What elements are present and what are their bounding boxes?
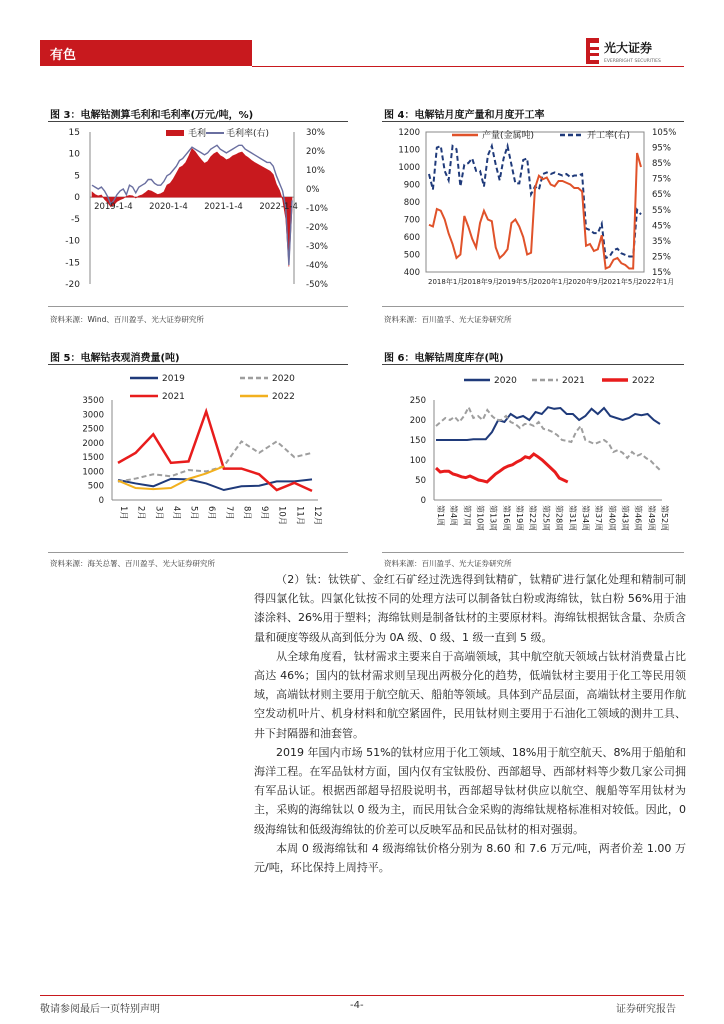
fig5-ytick: 3500	[82, 396, 104, 406]
fig6-ytick: 250	[409, 396, 426, 406]
fig6-xtick: 第49周	[646, 505, 656, 532]
fig5-ytick: 3000	[82, 410, 104, 421]
fig5-ytick: 1500	[82, 453, 104, 464]
fig6-xtick: 第13周	[488, 505, 498, 532]
fig5-xtick: 7月	[223, 506, 234, 520]
header-divider	[252, 66, 684, 67]
fig4-legend-output: 产量(金属吨)	[482, 131, 535, 141]
fig4-bottom-rule	[382, 306, 684, 307]
page-number: -4-	[350, 1000, 364, 1011]
fig6-xtick: 第1周	[436, 505, 445, 527]
fig4-chart	[382, 122, 684, 300]
fig4-ytick-right: 25%	[652, 252, 671, 263]
fig3-xtick: 2019-1-4	[94, 202, 133, 213]
paragraph-1: （2）钛：钛铁矿、金红石矿经过洗选得到钛精矿，钛精矿进行氯化处理和精制可制得四氯化钛。四氯化钛按不同的处理方法可以制备钛白粉或海绵钛，钛白粉 56%用于油漆涂料、26%用于塑料；海绵钛则是制备钛材的主要原材料。海绵钛根据钛含量、杂质含量和硬度等级从高到低分为 0A 级、0 级、1 级一直到 5 级。	[254, 573, 686, 644]
fig6-legend-2021: 2021	[562, 376, 585, 386]
fig3-bottom-rule	[48, 306, 348, 307]
fig6-xtick: 第40周	[607, 505, 617, 532]
fig6-xtick: 第10周	[475, 505, 485, 532]
fig4-series-output	[429, 153, 641, 269]
brand-logo	[584, 36, 684, 66]
fig5-series-2020	[118, 441, 312, 481]
fig5-legend-2019: 2019	[162, 374, 185, 384]
fig6-ytick: 50	[415, 476, 426, 486]
fig4-ytick-right: 35%	[652, 236, 671, 247]
fig4-ytick-left: 400	[403, 268, 420, 278]
fig5-ytick: 2500	[82, 424, 104, 435]
footer-report-type: 证券研究报告	[616, 1004, 676, 1015]
fig5-xtick: 8月	[241, 506, 252, 520]
fig3-ytick-right: -30%	[306, 242, 328, 252]
fig4-ytick-left: 900	[403, 180, 420, 191]
footer-divider	[40, 995, 684, 996]
fig5-xtick: 11月	[294, 506, 305, 526]
fig3-source: 资料来源：Wind、百川盈孚、光大证券研究所	[50, 315, 204, 324]
fig5-legend-2020: 2020	[272, 374, 295, 384]
fig4-xtick: 2019年5月	[498, 278, 535, 286]
fig3-ytick-left: -15	[65, 258, 80, 269]
fig5-xtick: 10月	[276, 506, 287, 526]
fig6-ytick: 200	[409, 416, 426, 426]
fig4-ytick-right: 55%	[652, 205, 671, 216]
logo-mark-icon	[584, 36, 684, 66]
fig5-xtick: 5月	[188, 506, 199, 520]
fig4-title: 图 4：电解钴月度产量和月度开工率	[384, 110, 545, 121]
fig3-ytick-right: 30%	[306, 128, 325, 138]
fig6-xtick: 第28周	[554, 505, 564, 532]
section-label: 有色	[50, 48, 77, 63]
fig4-ytick-left: 700	[403, 215, 420, 226]
fig5-ytick: 0	[98, 496, 104, 506]
fig6-legend-2022: 2022	[632, 376, 655, 386]
fig5-series-2021	[118, 411, 312, 490]
fig6-rule	[382, 364, 684, 365]
fig3-chart	[48, 122, 348, 300]
fig6-title: 图 6：电解钴周度库存(吨)	[384, 353, 504, 364]
fig4-xtick: 2021年5月	[603, 278, 640, 286]
fig6-xtick: 第46周	[633, 505, 643, 532]
fig5-chart	[48, 366, 348, 546]
fig3-ytick-right: -10%	[306, 204, 328, 214]
fig4-xtick: 2018年1月	[428, 278, 465, 286]
fig6-xtick: 第31周	[567, 505, 577, 532]
fig5-legend-2022: 2022	[272, 392, 295, 402]
fig3-ytick-right: 0%	[306, 185, 320, 195]
paragraph-2: 从全球角度看，钛材需求主要来自于高端领域，其中航空航天领域占钛材消费量占比高达 46%；国内的钛材需求则呈现出两极分化的趋势，低端钛材主要用于化工等民用领域，高端钛材则主要用于航空航天、船舶等领域。具体到产品层面，高端钛材主要用作航空发动机叶片、机身材料和航空紧固件，民用钛材则主要用于石油化工领域的测井工具、井下封隔器和油套管。	[254, 649, 686, 740]
logo-cn: 光大证券	[604, 41, 653, 55]
fig6-series-2022	[436, 454, 568, 482]
fig3-legend-margin: 毛利率(右)	[226, 129, 270, 139]
fig6-xtick: 第43周	[620, 505, 630, 532]
fig3-legend-profit-swatch	[166, 130, 184, 136]
fig4-ytick-left: 1100	[398, 145, 420, 156]
fig3-xtick: 2022-1-4	[259, 202, 298, 213]
fig4-ytick-right: 45%	[652, 221, 671, 232]
fig4-xtick: 2018年9月	[463, 278, 500, 286]
fig6-xtick: 第37周	[594, 505, 604, 532]
fig6-xtick: 第19周	[515, 505, 525, 532]
fig3-ytick-right: 10%	[306, 166, 325, 176]
fig6-xtick: 第7周	[462, 505, 472, 527]
fig4-ytick-right: 105%	[652, 128, 677, 138]
fig5-bottom-rule	[48, 552, 348, 553]
fig3-ytick-right: -20%	[306, 223, 328, 233]
fig3-ytick-left: 15	[68, 128, 80, 138]
fig3-title: 图 3：电解钴测算毛利和毛利率(万元/吨，%)	[50, 110, 254, 121]
fig6-ytick: 0	[420, 496, 426, 506]
fig3-legend-profit: 毛利	[188, 129, 207, 139]
fig4-ytick-right: 85%	[652, 159, 671, 170]
fig3-ytick-left: 0	[74, 193, 80, 204]
footer-disclaimer: 敬请参阅最后一页特别声明	[40, 1004, 160, 1015]
paragraph-4: 本周 0 级海绵钛和 4 级海绵钛价格分别为 8.60 和 7.6 万元/吨，两者价差 1.00 万元/吨，环比保持上周持平。	[254, 841, 686, 875]
fig5-rule	[48, 364, 348, 365]
fig5-xtick: 6月	[206, 506, 217, 520]
fig6-ytick: 100	[409, 456, 426, 466]
fig6-legend-2020: 2020	[494, 376, 517, 386]
fig6-bottom-rule	[382, 552, 684, 553]
fig5-legend-2021: 2021	[162, 392, 185, 402]
fig5-xtick: 12月	[312, 506, 322, 526]
fig6-xtick: 第4周	[449, 505, 459, 527]
fig5-xtick: 3月	[153, 506, 164, 520]
fig4-legend-rate: 开工率(右)	[587, 131, 631, 141]
fig3-ytick-left: -20	[65, 280, 80, 290]
fig3-ytick-left: -10	[65, 236, 80, 247]
body-text	[254, 570, 686, 877]
fig4-xtick: 2022年1月	[638, 278, 675, 286]
fig6-source: 资料来源：百川盈孚、光大证券研究所	[384, 559, 512, 568]
fig3-xtick: 2020-1-4	[149, 202, 188, 213]
fig6-xtick: 第16周	[501, 505, 511, 532]
fig5-xtick: 1月	[118, 506, 128, 520]
fig3-ytick-right: 20%	[306, 147, 325, 157]
fig4-ytick-right: 75%	[652, 174, 671, 185]
fig5-series-2022	[118, 466, 224, 489]
fig4-ytick-left: 800	[403, 198, 420, 208]
fig6-series-2020	[436, 407, 660, 440]
fig5-xtick: 4月	[170, 506, 181, 520]
paragraph-3: 2019 年国内市场 51%的钛材应用于化工领域、18%用于航空航天、8%用于船舶和海洋工程。在军品钛材方面，国内仅有宝钛股份、西部超导、西部材料等少数几家公司拥有军品认证。根据西部超导招股说明书，西部超导钛材供应以航空、舰船等军用钛材为主，采购的海绵钛以 0 级为主，而民用钛合金采购的海绵钛规格标准相对较低。因此，0 级海绵钛和低级海绵钛的价差可以反映军品和民品钛材的相对强弱。	[254, 745, 686, 836]
fig5-source: 资料来源：海关总署、百川盈孚、光大证券研究所	[50, 559, 215, 568]
fig6-ytick: 150	[409, 436, 426, 446]
fig4-ytick-left: 1000	[398, 163, 420, 173]
fig6-xtick: 第52周	[660, 505, 669, 532]
fig6-xtick: 第22周	[528, 505, 538, 532]
fig4-ytick-right: 95%	[652, 143, 671, 154]
fig3-xtick: 2021-1-4	[204, 202, 243, 213]
fig6-series-2021	[436, 407, 660, 470]
fig3-ytick-left: 10	[68, 149, 80, 160]
logo-en: EVERBRIGHT SECURITIES	[604, 59, 661, 64]
fig5-xtick: 2月	[135, 506, 146, 520]
fig4-ytick-right: 65%	[652, 190, 671, 201]
fig6-xtick: 第34周	[580, 505, 590, 532]
fig5-title: 图 5：电解钴表观消费量(吨)	[50, 353, 180, 364]
fig5-ytick: 500	[87, 481, 104, 492]
fig6-xtick: 第25周	[541, 505, 551, 532]
fig4-xtick: 2020年9月	[568, 278, 605, 286]
fig5-ytick: 1000	[82, 467, 104, 478]
fig4-source: 资料来源：百川盈孚、光大证券研究所	[384, 315, 512, 324]
fig5-xtick: 9月	[259, 506, 270, 520]
fig3-ytick-right: -50%	[306, 280, 328, 290]
fig4-ytick-right: 15%	[652, 268, 671, 278]
fig4-ytick-left: 500	[403, 250, 420, 261]
fig5-ytick: 2000	[82, 438, 104, 449]
fig4-ytick-left: 600	[403, 233, 420, 243]
fig3-ytick-left: 5	[74, 171, 80, 182]
fig6-chart	[382, 366, 684, 546]
fig3-ytick-left: -5	[71, 214, 80, 225]
fig4-xtick: 2020年1月	[533, 278, 570, 286]
fig3-ytick-right: -40%	[306, 261, 328, 271]
fig4-ytick-left: 1200	[398, 128, 420, 138]
